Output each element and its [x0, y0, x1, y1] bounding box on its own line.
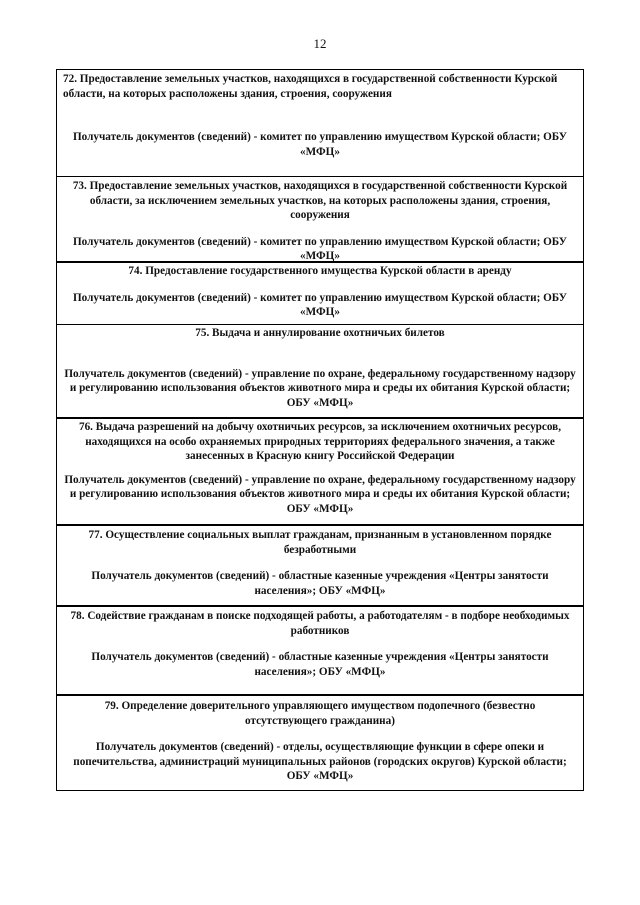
service-row-73 — [57, 176, 583, 261]
service-title: 78. Содействие гражданам в поиске подходящей работы, а работодателям - в подборе необходимых работников — [70, 610, 570, 637]
service-recipient: Получатель документов (сведений) - управление по охране, федеральному государственному надзору и регулированию использования объектов животного мира и среды их обитания Курской области; ОБУ «МФЦ» — [64, 367, 576, 409]
service-recipient: Получатель документов (сведений) - комитет по управлению имуществом Курской области; ОБУ «МФЦ» — [72, 131, 568, 158]
service-title: 75. Выдача и аннулирование охотничьих билетов — [195, 327, 445, 339]
service-row-74 — [57, 261, 583, 324]
service-title: 77. Осуществление социальных выплат гражданам, признанным в установленном порядке безработными — [88, 529, 552, 556]
page-number: 12 — [313, 36, 327, 51]
service-recipient: Получатель документов (сведений) - областные казенные учреждения «Центры занятости населения»; ОБУ «МФЦ» — [91, 570, 549, 597]
service-title: 79. Определение доверительного управляющего имуществом подопечного (безвестно отсутствующего гражданина) — [104, 700, 536, 727]
service-title: 76. Выдача разрешений на добычу охотничьих ресурсов, за исключением охотничьих ресурсов, находящихся на особо охраняемых природных территориях федерального значения, а также занесенных в Красную книгу Российской Федерации — [78, 421, 562, 463]
service-row-72 — [57, 70, 583, 176]
service-recipient: Получатель документов (сведений) - комитет по управлению имуществом Курской области; ОБУ «МФЦ» — [72, 291, 568, 319]
service-row-77 — [57, 524, 583, 605]
service-title: 73. Предоставление земельных участков, находящихся в государственной собственности Курской области, за исключением земельных участков, на которых расположены здания, строения, сооружения — [72, 180, 568, 222]
service-row-79 — [57, 694, 583, 790]
service-row-76 — [57, 417, 583, 524]
service-recipient: Получатель документов (сведений) - управление по охране, федеральному государственному надзору и регулированию использования объектов животного мира и среды их обитания Курской области; ОБУ «МФЦ» — [64, 473, 576, 515]
service-title: 72. Предоставление земельных участков, находящихся в государственной собственности Курской области, на которых расположены здания, строения, сооружения — [63, 73, 558, 100]
service-recipient: Получатель документов (сведений) - отделы, осуществляющие функции в сфере опеки и попечительства, администраций муниципальных районов (городских округов) Курской области; ОБУ «МФЦ» — [73, 741, 567, 783]
service-title: 74. Предоставление государственного имущества Курской области в аренду — [128, 265, 512, 277]
service-recipient: Получатель документов (сведений) - областные казенные учреждения «Центры занятости населения»; ОБУ «МФЦ» — [91, 651, 549, 678]
service-row-78 — [57, 605, 583, 694]
service-row-75 — [57, 324, 583, 417]
services-table — [56, 69, 584, 791]
service-recipient: Получатель документов (сведений) - комитет по управлению имуществом Курской области; ОБУ «МФЦ» — [72, 235, 568, 263]
